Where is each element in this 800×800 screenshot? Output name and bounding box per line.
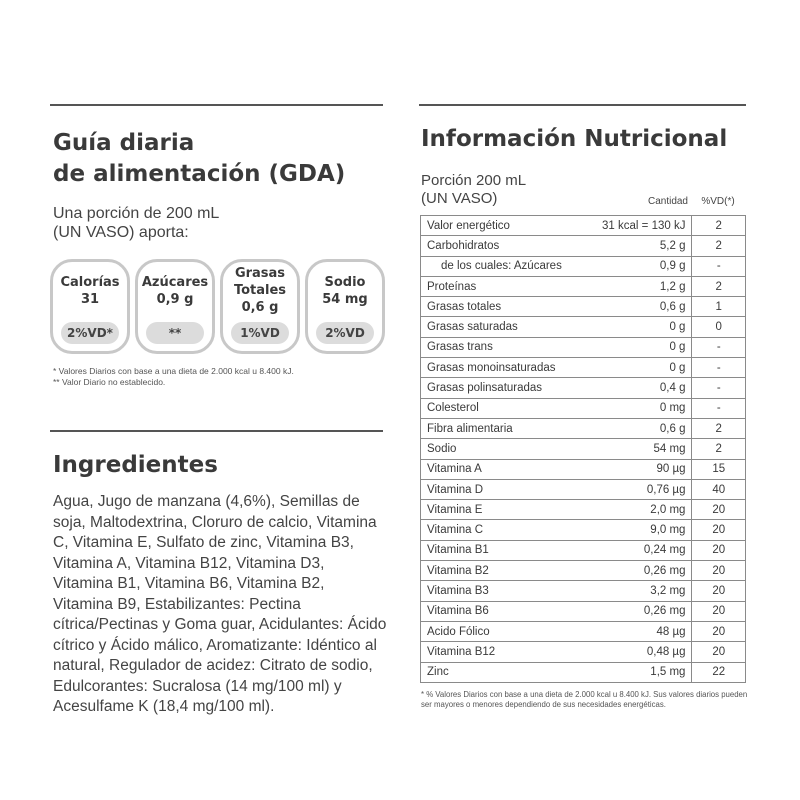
table-row [421,236,746,256]
gda-card-calories-label [53,274,127,308]
nutrient-vd: 20 [692,540,746,560]
gda-card-vd-pill: 2%VD* [61,322,119,344]
nutrient-name: Fibra alimentaria [421,418,596,438]
nutrient-vd: 40 [692,479,746,499]
gda-title-line1: Guía diaria [53,130,195,156]
table-row [421,216,746,236]
gda-card-value: 31 [80,292,100,307]
nutrient-name: Vitamina E [421,500,596,520]
table-row [421,662,746,682]
nutrient-name: Vitamina B1 [421,540,596,560]
nutrient-name: Vitamina D [421,479,596,499]
ingredients-title: Ingredientes [53,452,218,478]
nutrient-quantity: 0,48 µg [596,642,692,662]
nutrient-vd: 0 [692,317,746,337]
gda-card-name: Grasas [234,266,286,281]
nutrient-quantity: 0,24 mg [596,540,692,560]
gda-portion-line2: (UN VASO) aporta: [53,224,189,241]
nutrient-quantity: 0,26 mg [596,561,692,581]
nutrient-quantity: 0,4 g [596,378,692,398]
nutrient-name: Vitamina B3 [421,581,596,601]
table-row [421,642,746,662]
gda-card-vd-pill: 2%VD [316,322,374,344]
nutrient-quantity: 0,26 mg [596,601,692,621]
gda-title [53,128,383,190]
gda-card-vd-pill: ** [146,322,204,344]
nutrient-vd: - [692,398,746,418]
nutrient-vd: 20 [692,520,746,540]
nutrient-name: Vitamina B6 [421,601,596,621]
nutrient-vd: 20 [692,581,746,601]
nutrient-quantity: 0,76 µg [596,479,692,499]
middle-divider [50,430,383,432]
nutrient-name: Proteínas [421,276,596,296]
nutrient-quantity: 2,0 mg [596,500,692,520]
nutrient-name: Grasas saturadas [421,317,596,337]
nutrient-vd: 2 [692,216,746,236]
table-row [421,439,746,459]
nutrient-vd: 20 [692,561,746,581]
gda-footnote-1: * Valores Diarios con base a una dieta de 2.000 kcal u 8.400 kJ. [53,366,294,376]
gda-card-fats [220,259,300,354]
table-row [421,601,746,621]
nutrient-vd: 2 [692,236,746,256]
table-row [421,500,746,520]
table-row [421,621,746,641]
nutrient-name: Grasas totales [421,297,596,317]
nutrient-vd: 1 [692,297,746,317]
nutrient-quantity: 3,2 mg [596,581,692,601]
nutrient-name: de los cuales: Azúcares [421,256,596,276]
nutrient-name: Sodio [421,439,596,459]
nutrient-name: Zinc [421,662,596,682]
top-divider-left [50,104,383,106]
nutrient-name: Grasas monoinsaturadas [421,358,596,378]
nutrient-quantity: 90 µg [596,459,692,479]
nutrient-vd: - [692,337,746,357]
nutrition-table [420,215,746,683]
table-row [421,358,746,378]
nutrient-name: Grasas trans [421,337,596,357]
nutrient-name: Vitamina B12 [421,642,596,662]
ingredients-text: Agua, Jugo de manzana (4,6%), Semillas de soja, Maltodextrina, Cloruro de calcio, Vitamina C, Vitamina E, Sulfato de zinc, Vitamina B3, Vitamina A, Vitamina B12, Vitamina D3, Vitamina B1, Vitamina B6, Vitamina B2, Vitamina B9, Estabilizantes: Pectina cítrica/Pectinas y Goma guar, Acidulantes: Ácido cítrico y Ácido málico, Aromatizante: Idéntico al natural, Regulador de acidez: Citrato de sodio, Edulcorantes: Sucralosa (14 mg/100 ml) y Acesulfame K (18,4 mg/100 ml). [53,493,387,715]
nutrient-quantity: 0 mg [596,398,692,418]
nutrient-quantity: 9,0 mg [596,520,692,540]
nutrition-column-quantity: Cantidad [647,196,688,207]
table-row [421,561,746,581]
nutrient-vd: 20 [692,642,746,662]
top-divider-right [419,104,746,106]
gda-card-sodium-label [308,274,382,308]
nutrient-vd: 22 [692,662,746,682]
table-row [421,520,746,540]
gda-portion-line1: Una porción de 200 mL [53,205,220,222]
nutrient-quantity: 48 µg [596,621,692,641]
table-row [421,317,746,337]
gda-portion-text [53,204,383,242]
gda-card-value: 0,9 g [156,292,194,307]
gda-card-sugars-label [138,274,212,308]
gda-card-name: Calorías [60,275,120,290]
nutrition-title: Información Nutricional [421,126,728,152]
nutrient-vd: 2 [692,439,746,459]
nutrient-quantity: 31 kcal = 130 kJ [596,216,692,236]
nutrient-quantity: 1,2 g [596,276,692,296]
nutrient-vd: 20 [692,601,746,621]
table-row [421,418,746,438]
gda-title-line2: de alimentación (GDA) [53,161,346,187]
nutrient-name: Valor energético [421,216,596,236]
table-row [421,398,746,418]
nutrient-quantity: 0,9 g [596,256,692,276]
gda-card-name2: Totales [233,283,287,298]
nutrient-quantity: 0,6 g [596,418,692,438]
gda-card-vd-pill: 1%VD [231,322,289,344]
nutrient-quantity: 0,6 g [596,297,692,317]
table-row [421,540,746,560]
nutrient-vd: - [692,256,746,276]
gda-card-calories [50,259,130,354]
nutrition-column-vd: %VD(*) [701,196,735,207]
nutrient-vd: 2 [692,276,746,296]
gda-cards [50,259,385,354]
nutrient-name: Vitamina C [421,520,596,540]
table-row [421,337,746,357]
gda-card-name: Sodio [324,275,366,290]
gda-card-sugars [135,259,215,354]
gda-card-sodium [305,259,385,354]
nutrition-footnote: * % Valores Diarios con base a una dieta de 2.000 kcal u 8.400 kJ. Sus valores diarios pueden ser mayores o menores dependiendo de sus necesidades energéticas. [421,690,748,709]
table-row [421,297,746,317]
table-row [421,378,746,398]
nutrient-name: Colesterol [421,398,596,418]
nutrient-vd: 20 [692,500,746,520]
gda-card-value: 0,6 g [241,300,279,315]
gda-footnote-2: ** Valor Diario no establecido. [53,377,166,387]
nutrient-quantity: 5,2 g [596,236,692,256]
nutrient-name: Vitamina A [421,459,596,479]
nutrient-name: Vitamina B2 [421,561,596,581]
nutrient-name: Grasas polinsaturadas [421,378,596,398]
table-row [421,276,746,296]
nutrition-portion-line2: (UN VASO) [421,190,498,207]
nutrient-vd: - [692,378,746,398]
nutrient-quantity: 54 mg [596,439,692,459]
nutrient-name: Carbohidratos [421,236,596,256]
nutrient-vd: - [692,358,746,378]
nutrient-quantity: 0 g [596,317,692,337]
nutrient-name: Acido Fólico [421,621,596,641]
nutrient-vd: 20 [692,621,746,641]
nutrient-quantity: 0 g [596,337,692,357]
table-row [421,459,746,479]
table-row [421,256,746,276]
nutrient-vd: 2 [692,418,746,438]
nutrient-quantity: 1,5 mg [596,662,692,682]
nutrition-portion [421,172,621,208]
nutrition-table-body [421,216,746,683]
nutrition-portion-line1: Porción 200 mL [421,172,527,189]
gda-card-value: 54 mg [322,292,368,307]
gda-card-fats-label [223,265,297,316]
table-row [421,581,746,601]
table-row [421,479,746,499]
gda-footnotes [53,366,393,388]
nutrient-vd: 15 [692,459,746,479]
gda-card-name: Azúcares [141,275,209,290]
nutrient-quantity: 0 g [596,358,692,378]
